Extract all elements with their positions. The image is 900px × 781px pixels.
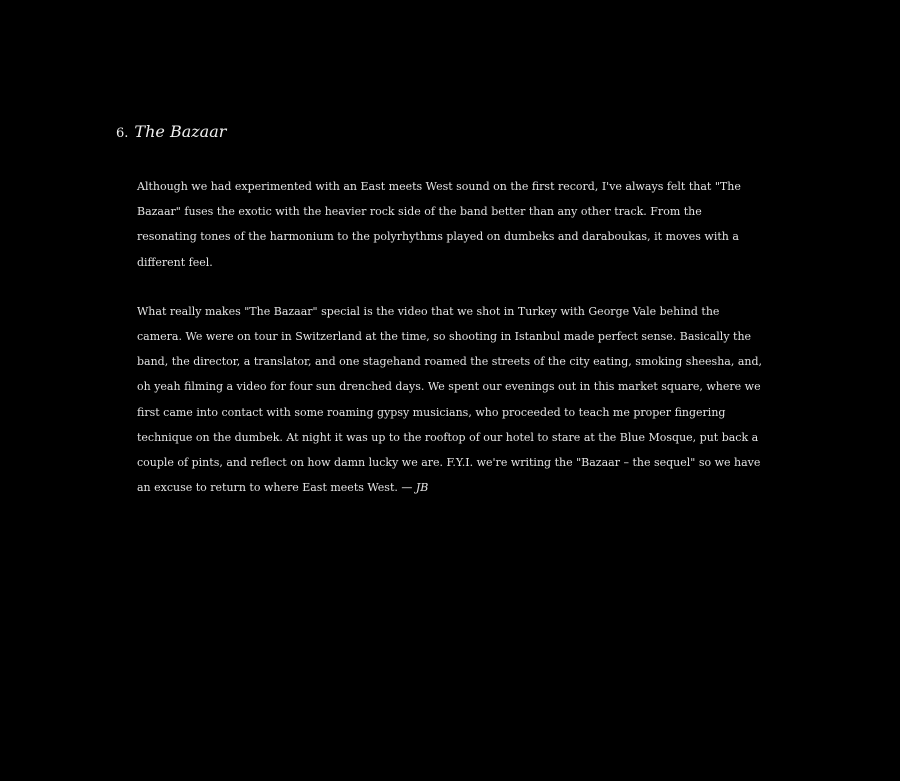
paragraph-1: Although we had experimented with an East meets West sound on the first record, I've always felt that "The Bazaar" fuses the exotic with the heavier rock side of the band better than any other track. From the resonating tones of the harmonium to the polyrhythms played on dumbeks and daraboukas, it moves with a different feel. — [137, 180, 741, 269]
section-number: 6. — [116, 126, 129, 141]
section-heading — [116, 121, 226, 145]
author-signature: — JB — [401, 481, 429, 495]
paragraph-2 — [137, 299, 762, 501]
article-body — [137, 174, 762, 524]
section-title: The Bazaar — [134, 122, 227, 141]
paragraph-2-text: What really makes "The Bazaar" special is the video that we shot in Turkey with George Vale behind the camera. We were on tour in Switzerland at the time, so shooting in Istanbul made perfect sense. Basically the band, the director, a translator, and one stagehand roamed the streets of the city eating, smoking sheesha, and, oh yeah filming a video for four sun drenched days. We spent our evenings out in this market square, where we first came into contact with some roaming gypsy musicians, who proceeded to teach me proper fingering technique on the dumbek. At night it was up to the rooftop of our hotel to stare at the Blue Mosque, put back a couple of pints, and reflect on how damn lucky we are. F.Y.I. we're writing the "Bazaar – the sequel" so we have an excuse to return to where East meets West. — [137, 304, 763, 495]
